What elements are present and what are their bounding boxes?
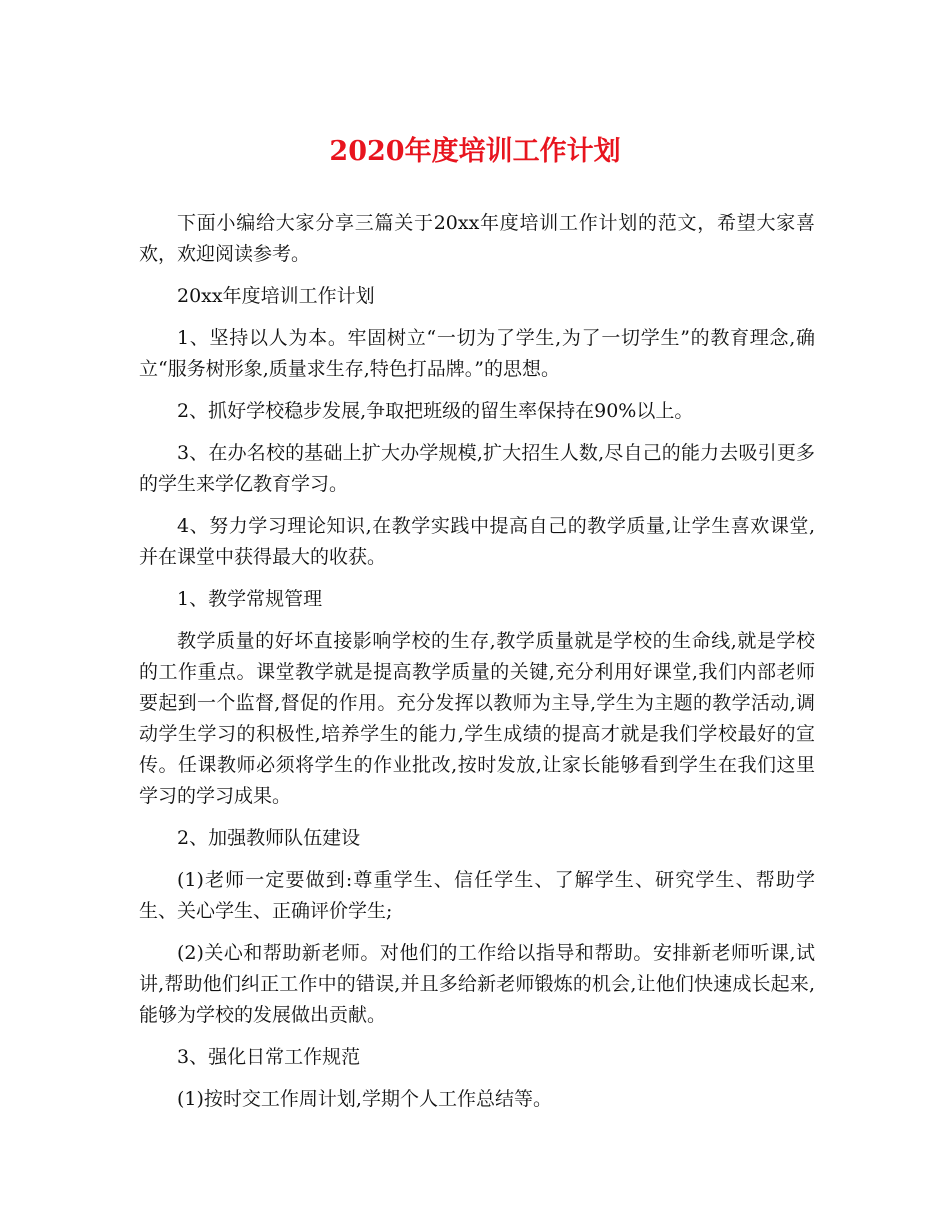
section-heading: 1、教学常规管理 (177, 588, 323, 610)
paragraph: (1)按时交工作周计划,学期个人工作总结等。 (177, 1088, 552, 1110)
section-heading: 3、强化日常工作规范 (177, 1046, 361, 1068)
section-heading: 2、加强教师队伍建设 (177, 827, 361, 849)
paragraph: (1)老师一定要做到:尊重学生、信任学生、了解学生、研究学生、帮助学生、关心学生、正确评价学生; (139, 869, 815, 922)
paragraph: 1、坚持以人为本。牢固树立“一切为了学生,为了一切学生”的教育理念,确立“服务树形象,质量求生存,特色打品牌。”的思想。 (139, 327, 815, 380)
paragraph: (2)关心和帮助新老师。对他们的工作给以指导和帮助。安排新老师听课,试讲,帮助他们纠正工作中的错误,并且多给新老师锻炼的机会,让他们快速成长起来,能够为学校的发展做出贡献。 (139, 942, 815, 1026)
paragraph: 4、努力学习理论知识,在教学实践中提高自己的教学质量,让学生喜欢课堂,并在课堂中获得最大的收获。 (139, 515, 815, 568)
paragraph-intro: 下面小编给大家分享三篇关于20xx年度培训工作计划的范文，希望大家喜欢，欢迎阅读参考。 (139, 212, 815, 265)
paragraph: 教学质量的好坏直接影响学校的生存,教学质量就是学校的生命线,就是学校的工作重点。课堂教学就是提高教学质量的关键,充分利用好课堂,我们内部老师要起到一个监督,督促的作用。充分发挥以教师为主导,学生为主题的教学活动,调动学生学习的积极性,培养学生的能力,学生成绩的提高才就是我们学校最好的宣传。任课教师必须将学生的作业批改,按时发放,让家长能够看到学生在我们这里学习的学习成果。 (139, 630, 815, 807)
document-body (139, 208, 815, 1126)
document-title: 2020年度培训工作计划 (329, 136, 621, 167)
paragraph-subtitle: 20xx年度培训工作计划 (177, 285, 375, 307)
paragraph: 3、在办名校的基础上扩大办学规模,扩大招生人数,尽自己的能力去吸引更多的学生来学亿教育学习。 (139, 442, 815, 495)
paragraph: 2、抓好学校稳步发展,争取把班级的留生率保持在90%以上。 (177, 400, 694, 422)
